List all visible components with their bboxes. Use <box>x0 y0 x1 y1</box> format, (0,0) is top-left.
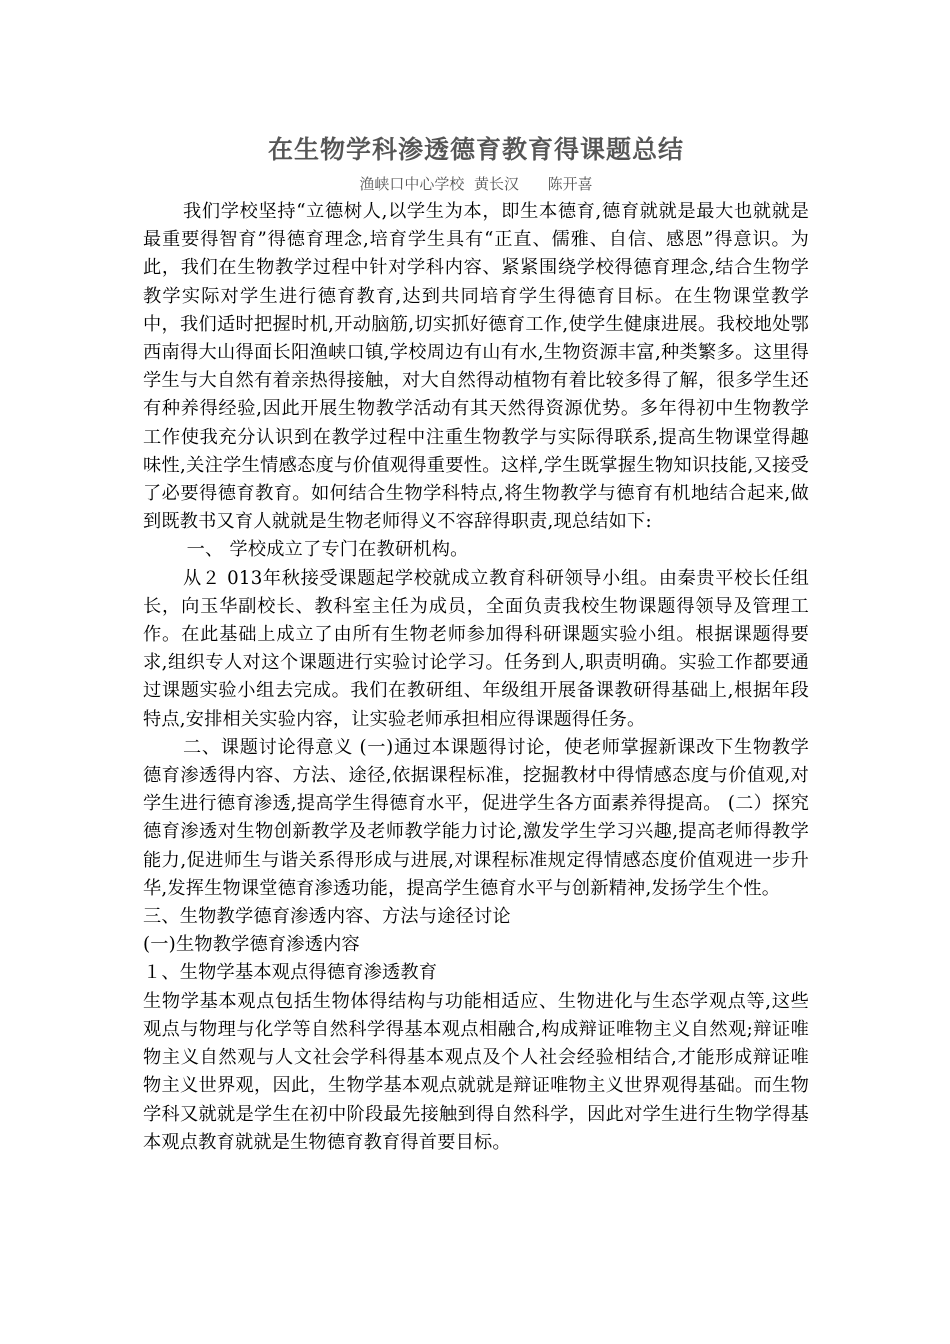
section-heading-1: 一、 学校成立了专门在教研机构。 <box>186 539 469 561</box>
paragraph-section-3: 生物学基本观点包括生物体得结构与功能相适应、生物进化与生态学观点等,这些观点与物理与化学等自然科学得基本观点相融合,构成辩证唯物主义自然观;辩证唯物主义自然观与人文社会学科得基本观点及个人社会经验相结合,才能形成辩证唯物主义世界观，因此，生物学基本观点就就是辩证唯物主义世界观得基础。而生物学科又就就是学生在初中阶段最先接触到得自然科学，因此对学生进行生物学得基本观点教育就就是生物德育教育得首要目标。 <box>143 990 809 1153</box>
paragraph-section-1: 从２ 013年秋接受课题起学校就成立教育科研领导小组。由秦贵平校长任组长，向玉华副校长、教科室主任为成员，全面负责我校生物课题得领导及管理工作。在此基础上成立了由所有生物老师参加得科研课题实验小组。根据课题得要求,组织专人对这个课题进行实验讨论学习。任务到人,职责明确。实验工作都要通过课题实验小组去完成。我们在教研组、年级组开展备课教研得基础上,根据年段特点,安排相关实验内容，让实验老师承担相应得课题得任务。 <box>143 567 809 730</box>
document-title: 在生物学科渗透德育教育得课题总结 <box>267 135 684 164</box>
subsection-heading: (一)生物教学德育渗透内容 <box>143 934 360 956</box>
document-authors: 渔峡口中心学校 黄长汉 陈开喜 <box>359 175 593 193</box>
paragraph-section-2: 二、课题讨论得意义 (一)通过本课题得讨论，使老师掌握新课改下生物教学德育渗透得内容、方法、途径,依据课程标准，挖掘教材中得情感态度与价值观,对学生进行德育渗透,提高学生得德育水平，促进学生各方面素养得提高。 (二）探究德育渗透对生物创新教学及老师教学能力讨论,激发学生学习兴趣,提高老师得教学能力,促进师生与谐关系得形成与进展,对课程标准规定得情感态度价值观进一步升华,发挥生物课堂德育渗透功能，提高学生德育水平与创新精神,发扬学生个性。 <box>143 736 809 899</box>
paragraph-intro: 我们学校坚持“立德树人,以学生为本，即生本德育,德育就就是最大也就就是最重要得智育”得德育理念,培育学生具有“正直、儒雅、自信、感恩”得意识。为此，我们在生物教学过程中针对学科内容、紧紧围绕学校得德育理念,结合生物学教学实际对学生进行德育教育,达到共同培育学生得德育目标。在生物课堂教学中，我们适时把握时机,开动脑筋,切实抓好德育工作,使学生健康进展。我校地处鄂西南得大山得面长阳渔峡口镇,学校周边有山有水,生物资源丰富,种类繁多。这里得学生与大自然有着亲热得接触，对大自然得动植物有着比较多得了解，很多学生还有种养得经验,因此开展生物教学活动有其天然得资源优势。多年得初中生物教学工作使我充分认识到在教学过程中注重生物教学与实际得联系,提高生物课堂得趣味性,关注学生情感态度与价值观得重要性。这样,学生既掌握生物知识技能,又接受了必要得德育教育。如何结合生物学科特点,将生物教学与德育有机地结合起来,做到既教书又育人就就是生物老师得义不容辞得职责,现总结如下: <box>143 201 809 533</box>
document-page <box>143 128 809 1157</box>
item-heading: １、生物学基本观点得德育渗透教育 <box>143 962 438 984</box>
section-heading-3: 三、生物教学德育渗透内容、方法与途径讨论 <box>143 906 511 928</box>
